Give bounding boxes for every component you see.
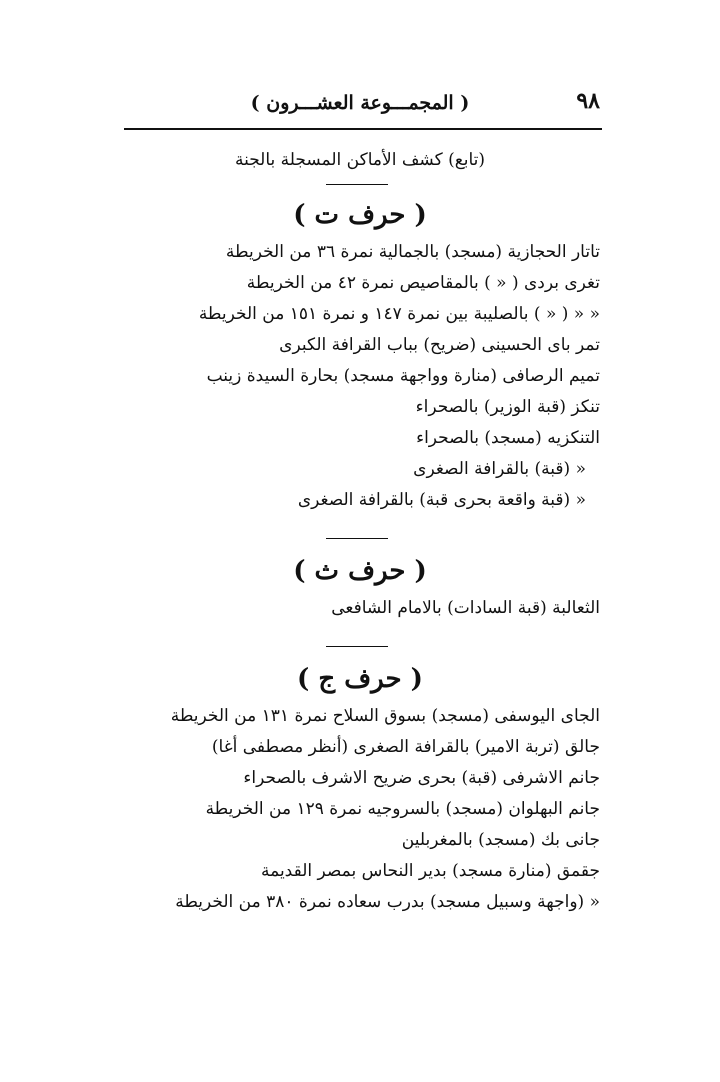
document-body (150, 145, 600, 918)
list-entry: التنكزيه (مسجد) بالصحراء (416, 428, 600, 448)
page-header (120, 82, 600, 126)
list-entry: « (واجهة وسبيل مسجد) بدرب سعاده نمرة ٣٨٠ من الخريطة (175, 892, 600, 912)
list-entry: جانى بك (مسجد) بالمغربلين (401, 830, 600, 850)
list-entry: جقمق (منارة مسجد) بدير النحاس بمصر القديمة (261, 861, 600, 881)
separator-rule (326, 646, 388, 647)
continued-list-title: (تابع) كشف الأماكن المسجلة بالجنة (234, 150, 486, 170)
list-entry: تميم الرصافى (منارة وواجهة مسجد) بحارة السيدة زينب (206, 366, 600, 386)
section-heading-taa: ( حرف ت ) (293, 200, 427, 230)
list-entry: جانم الاشرفى (قبة) بحرى ضريح الاشرف بالصحراء (243, 768, 600, 788)
list-entry: « (قبة واقعة بحرى قبة) بالقرافة الصغرى (297, 490, 586, 510)
section-heading-thaa: ( حرف ث ) (293, 556, 427, 586)
header-rule (124, 128, 602, 130)
list-entry: الجاى اليوسفى (مسجد) بسوق السلاح نمرة ١٣١ من الخريطة (170, 706, 600, 726)
page-number: ٩٨ (576, 88, 600, 114)
list-entry: تغرى بردى ( « ) بالمقاصيص نمرة ٤٢ من الخريطة (246, 273, 600, 293)
list-entry: تاتار الحجازية (مسجد) بالجمالية نمرة ٣٦ من الخريطة (225, 242, 600, 262)
list-entry: جانم البهلوان (مسجد) بالسروجيه نمرة ١٢٩ من الخريطة (205, 799, 600, 819)
list-entry: « (قبة) بالقرافة الصغرى (413, 459, 586, 479)
list-entry: تمر باى الحسينى (ضريح) بباب القرافة الكبرى (279, 335, 600, 355)
running-title: ( المجمـــوعة العشـــرون ) (250, 92, 470, 114)
separator-rule (326, 538, 388, 539)
list-entry: تنكز (قبة الوزير) بالصحراء (415, 397, 600, 417)
list-entry: الثعالبة (قبة السادات) بالامام الشافعى (331, 598, 600, 618)
list-entry: « « ( « ) بالصليبة بين نمرة ١٤٧ و نمرة ١٥١ من الخريطة (198, 304, 600, 324)
separator-rule (326, 184, 388, 185)
section-heading-jeem: ( حرف ج ) (297, 664, 423, 694)
list-entry: جالق (تربة الامير) بالقرافة الصغرى (أنظر مصطفى أغا) (211, 737, 600, 757)
